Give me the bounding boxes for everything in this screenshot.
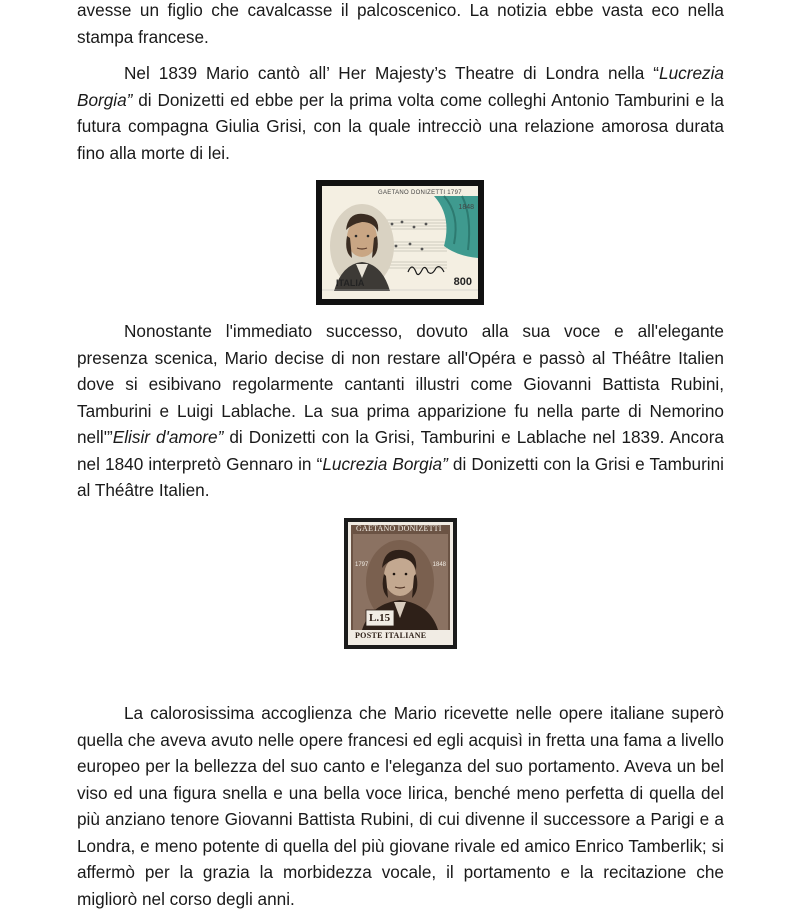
stamp-portrait-illustration [348, 522, 453, 645]
paragraph-4: La calorosissima accoglienza che Mario ricevette nelle opere italiane superò quella che aveva avuto nelle opere francesi ed egli acquisì in fretta una fama a livello europeo per la bellezza del suo canto e l'eleganza del suo portamento. Aveva un bel viso ed una figura snella e una bella voce lirica, benché meno perfetta di quella del più anziano tenore Giovanni Battista Rubini, di cui divenne il successore a Parigi e a Londra, e meno potente di quella del più giovane rivale ed amico Enrico Tamberlik; si affermò per la grazia la morbidezza vocale, il portamento e la recitazione che migliorò nel corso degli anni. [77, 703, 724, 909]
stamp2-year-end: 1848 [432, 562, 446, 568]
paragraph-3-text-b: di Donizetti con la Grisi, Tamburini e Lablache nel 1839. Ancora nel 1840 interpretò Gennaro in “ [77, 427, 724, 474]
stamp2-country: POSTE ITALIANE [355, 631, 427, 640]
donizetti-stamp-italia-800 [316, 180, 484, 305]
paragraph-3 [77, 318, 724, 504]
paragraph-3-text-c: di Donizetti con la Grisi e Tamburini al Théâtre Italien. [77, 453, 724, 500]
opera-title-lucrezia-borgia-2: Lucrezia Borgia” [322, 453, 448, 474]
paragraph-2-text-a: Nel 1839 Mario cantò all’ Her Majesty’s Theatre di Londra nella “ [124, 63, 660, 83]
stamp2-value: L.15 [369, 612, 391, 624]
stamp-face-2 [348, 522, 453, 645]
stamp2-title: GAETANO DONIZETTI [356, 524, 442, 533]
donizetti-stamp-poste-italiane-l15 [344, 518, 457, 649]
stamp-year-end: 1848 [458, 204, 474, 211]
opera-title-elisir-damore: Elisir d'amore” [112, 427, 224, 447]
stamp-country: ITALIA [336, 278, 365, 288]
paragraph-1: avesse un figlio che cavalcasse il palcoscenico. La notizia ebbe vasta eco nella stampa francese. [77, 0, 724, 47]
opera-title-lucrezia-borgia: Lucrezia Borgia” [77, 63, 724, 110]
paragraph-3-text-a: Nonostante l'immediato successo, dovuto alla sua voce e all'elegante presenza scenica, Mario decise di non restare all'Opéra e passò al Théâtre Italien dove si esibivano regolarmente cantanti illustri come Giovanni Battista Rubini, Tamburini e Luigi Lablache. La sua prima apparizione fu nella parte di Nemorino nell'” [77, 321, 724, 447]
stamp-face [322, 186, 478, 299]
paragraph-2 [77, 60, 724, 166]
stamp2-year-start: 1797 [355, 562, 369, 568]
stamp-title: GAETANO DONIZETTI 1797 [378, 190, 462, 196]
paragraph-2-text-b: di Donizetti ed ebbe per la prima volta come colleghi Antonio Tamburini e la futura compagna Giulia Grisi, con la quale intrecciò una relazione amorosa durata fino alla morte di lei. [77, 89, 724, 163]
stamp-value: 800 [453, 276, 472, 288]
